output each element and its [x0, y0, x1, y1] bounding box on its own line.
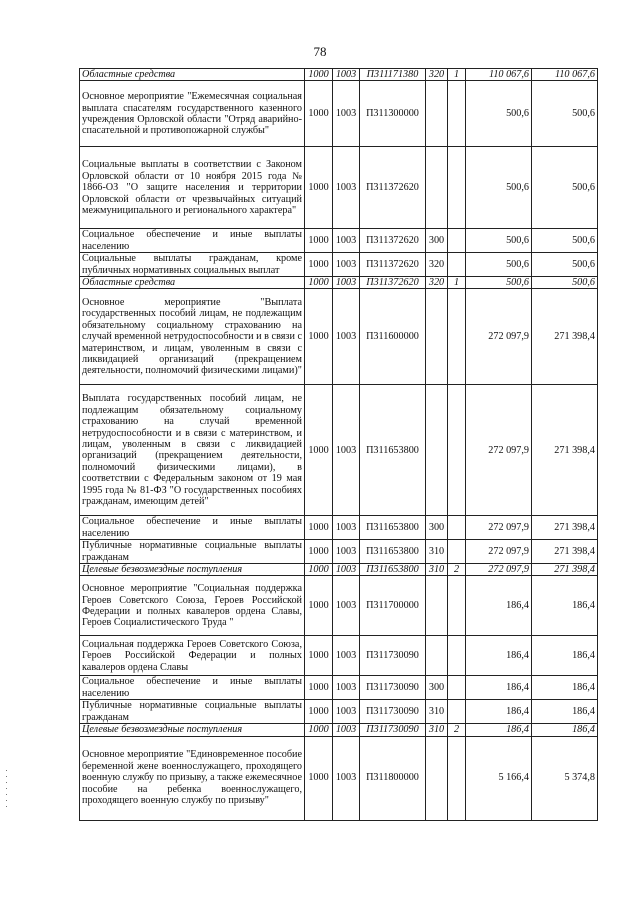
expense-type-code-cell	[426, 289, 448, 385]
expense-type-code-cell: 310	[426, 540, 448, 564]
expense-type-code-cell: 300	[426, 676, 448, 700]
subsection-code-cell: 1003	[333, 636, 360, 676]
target-item-code-cell: П311653800	[360, 564, 426, 576]
section-code-cell: 1000	[305, 229, 333, 253]
target-item-code-cell: П311372620	[360, 277, 426, 289]
subsection-code-cell: 1003	[333, 229, 360, 253]
source-code-cell	[448, 540, 466, 564]
subsection-code-cell: 1003	[333, 147, 360, 229]
subsection-code-cell: 1003	[333, 289, 360, 385]
amount-year2-cell: 500,6	[532, 277, 598, 289]
expense-type-code-cell	[426, 636, 448, 676]
target-item-code-cell: П311653800	[360, 516, 426, 540]
target-item-code-cell: П311700000	[360, 576, 426, 636]
amount-year1-cell: 272 097,9	[466, 540, 532, 564]
amount-year2-cell: 186,4	[532, 576, 598, 636]
row-name-cell: Областные средства	[80, 69, 305, 81]
table-row	[80, 385, 598, 516]
expense-type-code-cell: 310	[426, 724, 448, 736]
binding-holes-decoration	[6, 770, 8, 812]
expense-type-code-cell	[426, 385, 448, 516]
subsection-code-cell: 1003	[333, 576, 360, 636]
amount-year2-cell: 186,4	[532, 724, 598, 736]
target-item-code-cell: П311730090	[360, 636, 426, 676]
table-row	[80, 229, 598, 253]
section-code-cell: 1000	[305, 69, 333, 81]
amount-year1-cell: 186,4	[466, 636, 532, 676]
amount-year1-cell: 186,4	[466, 576, 532, 636]
section-code-cell: 1000	[305, 736, 333, 820]
budget-table	[79, 68, 598, 821]
section-code-cell: 1000	[305, 540, 333, 564]
section-code-cell: 1000	[305, 676, 333, 700]
amount-year2-cell: 186,4	[532, 700, 598, 724]
target-item-code-cell: П311653800	[360, 385, 426, 516]
subsection-code-cell: 1003	[333, 81, 360, 147]
target-item-code-cell: П311730090	[360, 700, 426, 724]
amount-year2-cell: 271 398,4	[532, 564, 598, 576]
amount-year2-cell: 500,6	[532, 253, 598, 277]
row-name-cell: Основное мероприятие "Ежемесячная социальная выплата спасателям государственного казенного учреждения Орловской области "Отряд аварийно-спасательной и противопожарной службы"	[80, 81, 305, 147]
section-code-cell: 1000	[305, 700, 333, 724]
amount-year2-cell: 500,6	[532, 147, 598, 229]
target-item-code-cell: П311600000	[360, 289, 426, 385]
table-row	[80, 540, 598, 564]
amount-year2-cell: 5 374,8	[532, 736, 598, 820]
row-name-cell: Выплата государственных пособий лицам, не подлежащим обязательному социальному страхованию на случай временной нетрудоспособности и в связи с материнством, и лицам, уволенным в связи с ликвидацией организаций (прекращением деятельности, полномочий физическими лицами), в соответствии с Федеральным законом от 19 мая 1995 года № 81-ФЗ "О государственных пособиях гражданам, имеющим детей"	[80, 385, 305, 516]
subsection-code-cell: 1003	[333, 540, 360, 564]
amount-year2-cell: 271 398,4	[532, 385, 598, 516]
source-code-cell: 1	[448, 277, 466, 289]
subsection-code-cell: 1003	[333, 736, 360, 820]
expense-type-code-cell	[426, 736, 448, 820]
section-code-cell: 1000	[305, 564, 333, 576]
source-code-cell	[448, 736, 466, 820]
section-code-cell: 1000	[305, 147, 333, 229]
expense-type-code-cell: 320	[426, 69, 448, 81]
source-code-cell	[448, 676, 466, 700]
amount-year1-cell: 500,6	[466, 229, 532, 253]
table-row	[80, 700, 598, 724]
amount-year2-cell: 500,6	[532, 81, 598, 147]
subsection-code-cell: 1003	[333, 564, 360, 576]
expense-type-code-cell: 310	[426, 700, 448, 724]
subsection-code-cell: 1003	[333, 253, 360, 277]
expense-type-code-cell: 310	[426, 564, 448, 576]
expense-type-code-cell: 300	[426, 229, 448, 253]
amount-year1-cell: 500,6	[466, 253, 532, 277]
row-name-cell: Социальное обеспечение и иные выплаты населению	[80, 676, 305, 700]
section-code-cell: 1000	[305, 277, 333, 289]
row-name-cell: Публичные нормативные социальные выплаты гражданам	[80, 700, 305, 724]
amount-year2-cell: 271 398,4	[532, 289, 598, 385]
row-name-cell: Социальная поддержка Героев Советского Союза, Героев Российской Федерации и полных кавалеров ордена Славы	[80, 636, 305, 676]
row-name-cell: Основное мероприятие "Выплата государственных пособий лицам, не подлежащим обязательному социальному страхованию на случай временной нетрудоспособности и в связи с материнством, и лицам, уволенным в связи с ликвидацией организаций (прекращением деятельности, полномочий физическими лицами)"	[80, 289, 305, 385]
row-name-cell: Основное мероприятие "Единовременное пособие беременной жене военнослужащего, проходящего военную службу по призыву, а также ежемесячное пособие на ребенка военнослужащего, проходящего военную службу по призыву"	[80, 736, 305, 820]
row-name-cell: Социальное обеспечение и иные выплаты населению	[80, 516, 305, 540]
section-code-cell: 1000	[305, 289, 333, 385]
amount-year1-cell: 272 097,9	[466, 385, 532, 516]
target-item-code-cell: П311730090	[360, 676, 426, 700]
amount-year2-cell: 271 398,4	[532, 516, 598, 540]
amount-year1-cell: 272 097,9	[466, 564, 532, 576]
source-code-cell: 1	[448, 69, 466, 81]
expense-type-code-cell	[426, 81, 448, 147]
source-code-cell	[448, 516, 466, 540]
subsection-code-cell: 1003	[333, 516, 360, 540]
amount-year1-cell: 186,4	[466, 676, 532, 700]
table-row	[80, 636, 598, 676]
source-code-cell: 2	[448, 724, 466, 736]
subsection-code-cell: 1003	[333, 700, 360, 724]
source-code-cell	[448, 229, 466, 253]
section-code-cell: 1000	[305, 576, 333, 636]
row-name-cell: Целевые безвозмездные поступления	[80, 724, 305, 736]
source-code-cell	[448, 289, 466, 385]
amount-year2-cell: 110 067,6	[532, 69, 598, 81]
expense-type-code-cell: 300	[426, 516, 448, 540]
table-row	[80, 289, 598, 385]
target-item-code-cell: П311800000	[360, 736, 426, 820]
expense-type-code-cell	[426, 147, 448, 229]
row-name-cell: Областные средства	[80, 277, 305, 289]
source-code-cell	[448, 385, 466, 516]
expense-type-code-cell: 320	[426, 277, 448, 289]
page-number: 78	[313, 44, 327, 59]
row-name-cell: Социальное обеспечение и иные выплаты населению	[80, 229, 305, 253]
amount-year1-cell: 110 067,6	[466, 69, 532, 81]
subsection-code-cell: 1003	[333, 69, 360, 81]
source-code-cell	[448, 253, 466, 277]
table-row	[80, 564, 598, 576]
target-item-code-cell: П311372620	[360, 147, 426, 229]
subsection-code-cell: 1003	[333, 277, 360, 289]
amount-year1-cell: 272 097,9	[466, 516, 532, 540]
target-item-code-cell: П311171380	[360, 69, 426, 81]
budget-table-body	[80, 69, 598, 821]
subsection-code-cell: 1003	[333, 385, 360, 516]
subsection-code-cell: 1003	[333, 724, 360, 736]
source-code-cell	[448, 81, 466, 147]
table-row	[80, 147, 598, 229]
amount-year1-cell: 186,4	[466, 700, 532, 724]
section-code-cell: 1000	[305, 81, 333, 147]
section-code-cell: 1000	[305, 516, 333, 540]
source-code-cell	[448, 636, 466, 676]
expense-type-code-cell: 320	[426, 253, 448, 277]
table-row	[80, 69, 598, 81]
amount-year1-cell: 186,4	[466, 724, 532, 736]
section-code-cell: 1000	[305, 253, 333, 277]
row-name-cell: Целевые безвозмездные поступления	[80, 564, 305, 576]
target-item-code-cell: П311372620	[360, 253, 426, 277]
section-code-cell: 1000	[305, 724, 333, 736]
source-code-cell: 2	[448, 564, 466, 576]
target-item-code-cell: П311372620	[360, 229, 426, 253]
amount-year2-cell: 500,6	[532, 229, 598, 253]
amount-year1-cell: 500,6	[466, 277, 532, 289]
target-item-code-cell: П311300000	[360, 81, 426, 147]
source-code-cell	[448, 576, 466, 636]
amount-year1-cell: 500,6	[466, 81, 532, 147]
target-item-code-cell: П311653800	[360, 540, 426, 564]
target-item-code-cell: П311730090	[360, 724, 426, 736]
table-row	[80, 253, 598, 277]
table-row	[80, 516, 598, 540]
amount-year2-cell: 186,4	[532, 676, 598, 700]
amount-year1-cell: 272 097,9	[466, 289, 532, 385]
amount-year1-cell: 500,6	[466, 147, 532, 229]
table-row	[80, 736, 598, 820]
row-name-cell: Социальные выплаты гражданам, кроме публичных нормативных социальных выплат	[80, 253, 305, 277]
table-row	[80, 676, 598, 700]
table-row	[80, 81, 598, 147]
source-code-cell	[448, 147, 466, 229]
amount-year2-cell: 271 398,4	[532, 540, 598, 564]
source-code-cell	[448, 700, 466, 724]
amount-year2-cell: 186,4	[532, 636, 598, 676]
table-row	[80, 277, 598, 289]
table-row	[80, 576, 598, 636]
table-row	[80, 724, 598, 736]
row-name-cell: Социальные выплаты в соответствии с Законом Орловской области от 10 ноября 2015 года № 1866-ОЗ "О защите населения и территории Орловской области от чрезвычайных ситуаций межмуниципального и регионального характера"	[80, 147, 305, 229]
section-code-cell: 1000	[305, 385, 333, 516]
row-name-cell: Основное мероприятие "Социальная поддержка Героев Советского Союза, Героев Российской Федерации и полных кавалеров ордена Славы, Героев Социалистического Труда "	[80, 576, 305, 636]
amount-year1-cell: 5 166,4	[466, 736, 532, 820]
row-name-cell: Публичные нормативные социальные выплаты гражданам	[80, 540, 305, 564]
expense-type-code-cell	[426, 576, 448, 636]
section-code-cell: 1000	[305, 636, 333, 676]
subsection-code-cell: 1003	[333, 676, 360, 700]
